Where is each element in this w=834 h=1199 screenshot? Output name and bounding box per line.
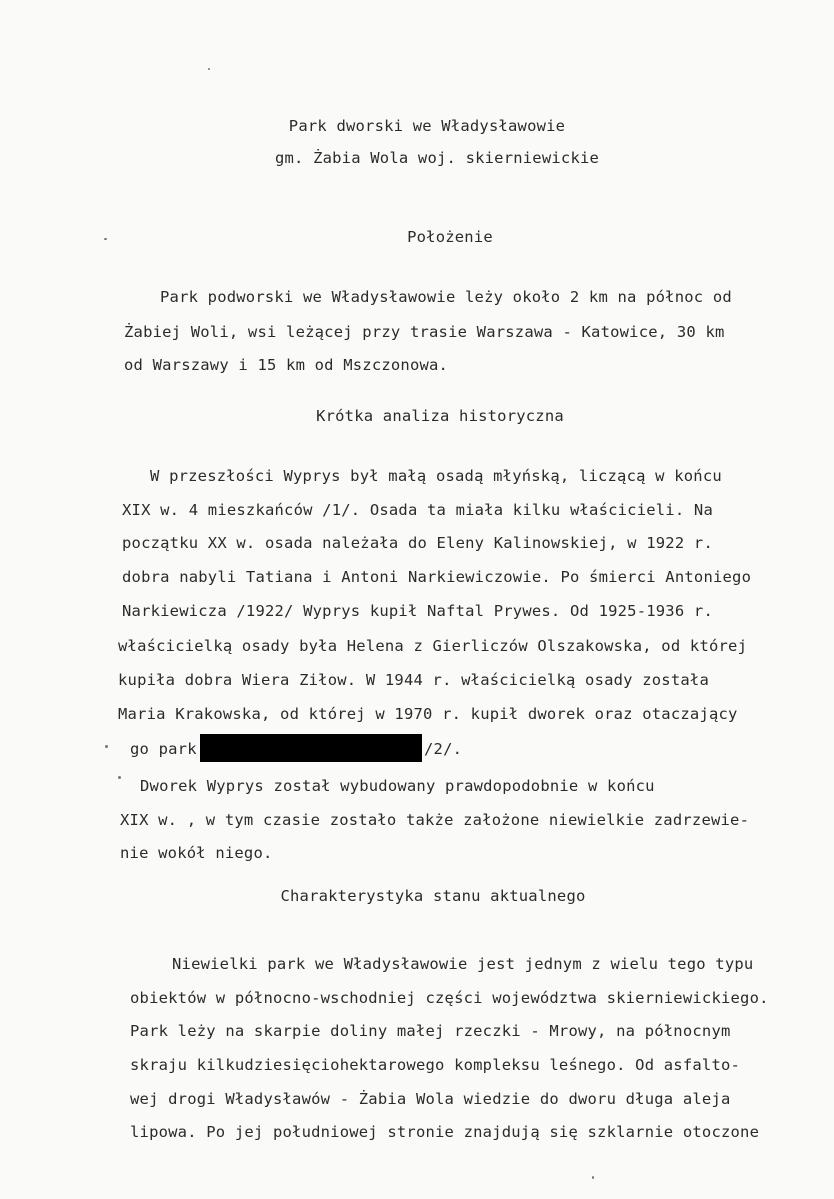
paragraph-2-line-start: go park xyxy=(130,740,197,758)
title-line-1: Park dworski we Władysławowie xyxy=(288,117,566,135)
section-heading-charakterystyka: Charakterystyka stanu aktualnego xyxy=(280,887,586,905)
paragraph-1-line: Żabiej Woli, wsi leżącej przy trasie Warszawa - Katowice, 30 km xyxy=(124,323,725,341)
paragraph-2-line: Maria Krakowska, od której w 1970 r. kupił dworek oraz otaczający xyxy=(118,705,738,723)
title-line-2: gm. Żabia Wola woj. skierniewickie xyxy=(274,149,600,167)
paper-speck xyxy=(208,68,210,70)
paragraph-4-line: lipowa. Po jej południowej stronie znajdują się szklarnie otoczone xyxy=(130,1123,760,1141)
paragraph-2-line-end: /2/. xyxy=(424,740,463,758)
paragraph-2-line: dobra nabyli Tatiana i Antoni Narkiewiczowie. Po śmierci Antoniego xyxy=(122,568,752,586)
paragraph-1-line: Park podworski we Władysławowie leży około 2 km na północ od xyxy=(160,288,732,306)
paragraph-3-line: XIX w. , w tym czasie zostało także założone niewielkie zadrzewie- xyxy=(120,811,750,829)
section-heading-polozenie: Położenie xyxy=(407,228,493,246)
paragraph-4-line: wej drogi Władysławów - Żabia Wola wiedzie do dworu długa aleja xyxy=(130,1090,731,1108)
paper-speck xyxy=(105,745,108,748)
paper-speck xyxy=(118,776,121,779)
paragraph-4-line: Niewielki park we Władysławowie jest jednym z wielu tego typu xyxy=(172,955,754,973)
paragraph-1-line: od Warszawy i 15 km od Mszczonowa. xyxy=(124,356,449,374)
paragraph-3-line: Dworek Wyprys został wybudowany prawdopodobnie w końcu xyxy=(140,777,655,795)
paragraph-2-line: początku XX w. osada należała do Eleny Kalinowskiej, w 1922 r. xyxy=(122,534,713,552)
paragraph-2-line: XIX w. 4 mieszkańców /1/. Osada ta miała kilku właścicieli. Na xyxy=(122,501,713,519)
paragraph-4-line: obiektów w północno-wschodniej części województwa skierniewickiego. xyxy=(130,989,769,1007)
paragraph-2-line: kupiła dobra Wiera Ziłow. W 1944 r. właścicielką osady została xyxy=(118,671,709,689)
paragraph-4-line: skraju kilkudziesięciohektarowego kompleksu leśnego. Od asfalto- xyxy=(130,1056,741,1074)
paragraph-2-line: W przeszłości Wyprys był małą osadą młyńską, liczącą w końcu xyxy=(150,467,722,485)
paper-speck xyxy=(592,1176,594,1179)
paragraph-2-line: właścicielką osady była Helena z Gierliczów Olszakowska, od której xyxy=(118,637,748,655)
paragraph-3-line: nie wokół niego. xyxy=(120,844,273,862)
redaction-block xyxy=(200,734,422,762)
paragraph-2-line: Narkiewicza /1922/ Wyprys kupił Naftal Prywes. Od 1925-1936 r. xyxy=(122,602,713,620)
paragraph-4-line: Park leży na skarpie doliny małej rzeczki - Mrowy, na północnym xyxy=(130,1022,731,1040)
paper-speck xyxy=(104,238,107,240)
section-heading-analiza: Krótka analiza historyczna xyxy=(316,407,564,425)
